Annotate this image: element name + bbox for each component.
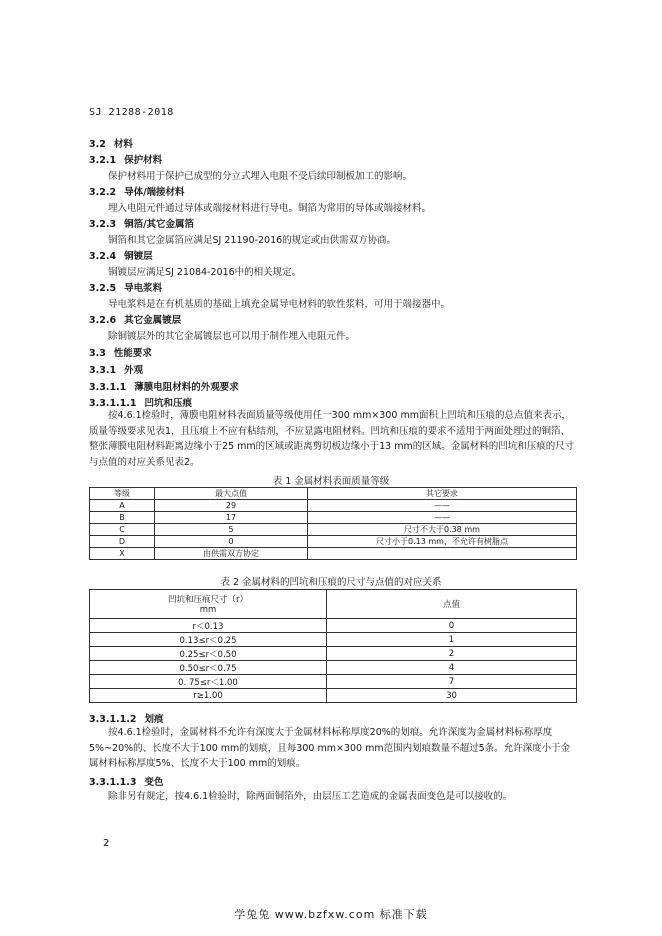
paragraph-pits: 按4.6.1检验时，薄膜电阻材料表面质量等级使用任一300 mm×300 mm面积上凹坑和压痕的总点值来表示，质量等级要求见表1，且压痕上不应有粘结剂，不应显露电阻材料。凹坑和压痕的要求不适用于两面处理过的铜箔、整张薄膜电阻材料距离边缘小于25 mm的区域或距离剪切板边缘小于13 mm的区域。金属材料的凹坑和压痕的尺寸与点值的对应关系见表2。	[89, 410, 575, 468]
table-row	[90, 675, 577, 689]
table-cell: 17	[155, 512, 308, 524]
table-cell: 0.13≤r＜0.25	[90, 633, 327, 647]
section-heading: 3.2.3 铜箔/其它金属箔	[89, 219, 195, 230]
section-heading: 3.3.1.1.3 变色	[89, 777, 164, 788]
table-cell: 2	[327, 647, 577, 661]
section-heading: 3.3.1.1 薄膜电阻材料的外观要求	[89, 382, 239, 393]
table-cell: 1	[327, 633, 577, 647]
table1-caption: 表 1 金属材料表面质量等级	[272, 476, 390, 487]
table-cell: 29	[155, 500, 308, 512]
table-cell: C	[90, 524, 155, 536]
table-cell: ——	[308, 500, 577, 512]
table-cell: B	[90, 512, 155, 524]
footer-watermark[interactable]: 学兔兔 www.bzfxw.com 标准下载	[234, 908, 428, 921]
page-number: 2	[103, 838, 110, 849]
table-row	[90, 647, 577, 661]
standard-number: SJ 21288-2018	[89, 107, 174, 118]
section-heading: 3.2 材料	[89, 139, 133, 150]
section-heading: 3.3.1 外观	[89, 365, 144, 376]
table-cell: r＜0.13	[90, 619, 327, 633]
table-header-cell: 等级	[90, 488, 155, 500]
section-text: 铜箔和其它金属箔应满足SJ 21190-2016的规定或由供需双方协商。	[108, 235, 397, 246]
section-heading: 3.3 性能要求	[89, 348, 152, 359]
section-text: 铜镀层应满足SJ 21084-2016中的相关规定。	[108, 267, 302, 278]
table-cell: 由供需双方协定	[155, 548, 308, 560]
table-header-cell: 其它要求	[308, 488, 577, 500]
table-header-cell: 点值	[327, 590, 577, 619]
table-header-cell: 最大点值	[155, 488, 308, 500]
table-surface-quality	[89, 487, 577, 560]
table-header-cell	[90, 590, 327, 619]
table-cell: 4	[327, 661, 577, 675]
table-cell: 0	[155, 536, 308, 548]
section-heading: 3.3.1.1.1 凹坑和压痕	[89, 398, 193, 409]
section-heading: 3.2.4 铜镀层	[89, 251, 153, 262]
table-cell: D	[90, 536, 155, 548]
table-cell: A	[90, 500, 155, 512]
table-row	[90, 548, 577, 560]
table-pit-size-points	[89, 589, 577, 703]
section-heading: 3.2.6 其它金属镀层	[89, 315, 182, 326]
section-text: 除铜镀层外的其它金属镀层也可以用于制作埋入电阻元件。	[108, 331, 356, 342]
table-header-row	[90, 590, 577, 619]
table-cell: 30	[327, 689, 577, 703]
table-cell: 0. 75≤r＜1.00	[90, 675, 327, 689]
section-heading: 3.2.2 导体/端接材料	[89, 187, 185, 198]
header-size-label: 凹坑和压痕尺寸（r）	[168, 595, 248, 605]
table-cell: 0.50≤r＜0.75	[90, 661, 327, 675]
section-text: 埋入电阻元件通过导体或端接材料进行导电。铜箔为常用的导体或端接材料。	[108, 203, 432, 214]
header-unit-label: mm	[199, 605, 217, 615]
table-header-row	[90, 488, 577, 500]
table-cell: 0.25≤r＜0.50	[90, 647, 327, 661]
table-row	[90, 500, 577, 512]
paragraph-scratch: 按4.6.1检验时，金属材料不允许有深度大于金属材料标称厚度20%的划痕。允许深度为金属材料标称厚度5%~20%的、长度不大于100 mm的划痕，且每300 mm×300 mm范围内划痕数量不超过5条。允许深度小于金属材料标称厚度5%、长度不大于100 mm的划痕。	[89, 727, 571, 769]
table-cell: 7	[327, 675, 577, 689]
section-text: 保护材料用于保护已成型的分立式埋入电阻不受后续印制板加工的影响。	[108, 171, 413, 182]
table-cell: 尺寸小于0.13 mm，不允许有树脂点	[308, 536, 577, 548]
table-row	[90, 512, 577, 524]
table-cell: ——	[308, 512, 577, 524]
table-row	[90, 619, 577, 633]
section-text: 导电浆料是在有机基质的基础上填充金属导电材料的软性浆料，可用于端接器中。	[108, 299, 451, 310]
section-heading: 3.2.5 导电浆料	[89, 283, 163, 294]
table-cell: 0	[327, 619, 577, 633]
table-row	[90, 633, 577, 647]
table-row	[90, 524, 577, 536]
table-row	[90, 661, 577, 675]
table-cell: 5	[155, 524, 308, 536]
table2-caption: 表 2 金属材料的凹坑和压痕的尺寸与点值的对应关系	[220, 577, 442, 588]
table-cell: 尺寸不大于0.38 mm	[308, 524, 577, 536]
table-cell: X	[90, 548, 155, 560]
table-cell	[308, 548, 577, 560]
paragraph-discoloration: 除非另有规定，按4.6.1检验时，除两面铜箔外，由层压工艺造成的金属表面变色是可以接收的。	[108, 791, 513, 802]
table-cell: r≥1.00	[90, 689, 327, 703]
table-row	[90, 689, 577, 703]
section-heading: 3.2.1 保护材料	[89, 155, 163, 166]
section-heading: 3.3.1.1.2 划痕	[89, 714, 164, 725]
table-row	[90, 536, 577, 548]
